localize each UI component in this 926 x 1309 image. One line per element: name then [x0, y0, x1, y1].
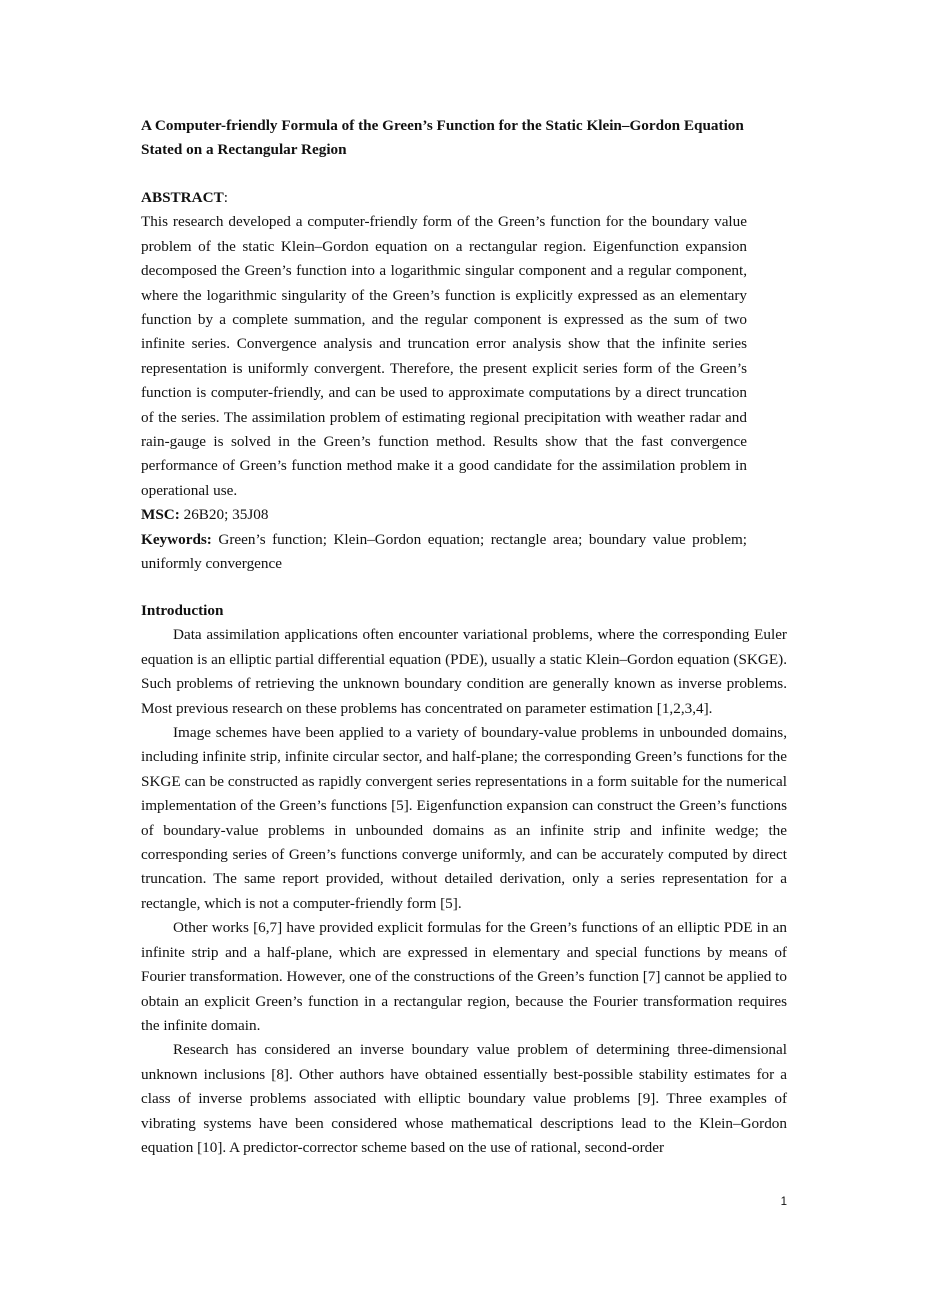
- introduction-section: [141, 599, 787, 1160]
- paper-title: A Computer-friendly Formula of the Green’s Function for the Static Klein–Gordon Equation Stated on a Rectangular Region: [141, 117, 744, 159]
- abstract-colon: :: [223, 189, 228, 206]
- abstract-text: This research developed a computer-friendly form of the Green’s function for the boundary value problem of the static Klein–Gordon equation on a rectangular region. Eigenfunction expansion decomposed the Green’s function into a logarithmic singular component and a regular component, where the logarithmic singularity of the Green’s function is explicitly expressed as an elementary function by a complete summation, and the regular component is expressed as the sum of two infinite series. Convergence analysis and truncation error analysis show that the infinite series representation is uniformly convergent. Therefore, the present explicit series form of the Green’s function is computer-friendly, and can be used to approximate computations by a direct truncation of the series. The assimilation problem of estimating regional precipitation with weather radar and rain-gauge is solved in the Green’s function method. Results show that the fast convergence performance of Green’s function method make it a good candidate for the assimilation problem in operational use.: [141, 213, 747, 499]
- msc-line: [141, 503, 747, 527]
- abstract-section: [141, 186, 747, 577]
- intro-paragraph: Data assimilation applications often encounter variational problems, where the corresponding Euler equation is an elliptic partial differential equation (PDE), usually a static Klein–Gordon equation (SKGE). Such problems of retrieving the unknown boundary condition are generally known as inverse problems. Most previous research on these problems has concentrated on parameter estimation [1,2,3,4].: [141, 626, 787, 717]
- introduction-heading: Introduction: [141, 602, 224, 619]
- page-number: 1: [780, 1196, 787, 1208]
- intro-paragraph: Other works [6,7] have provided explicit formulas for the Green’s functions of an elliptic PDE in an infinite strip and a half-plane, which are expressed in elementary and special functions by means of Fourier transformation. However, one of the constructions of the Green’s function [7] cannot be applied to obtain an explicit Green’s function in a rectangular region, because the Fourier transformation requires the infinite domain.: [141, 919, 787, 1034]
- msc-label: MSC:: [141, 506, 180, 524]
- msc-value: 26B20; 35J08: [179, 506, 269, 524]
- intro-paragraph: Research has considered an inverse boundary value problem of determining three-dimensional unknown inclusions [8]. Other authors have obtained essentially best-possible stability estimates for a class of inverse problems associated with elliptic boundary value problems [9]. Three examples of vibrating systems have been considered whose mathematical descriptions lead to the Klein–Gordon equation [10]. A predictor-corrector scheme based on the use of rational, second-order: [141, 1041, 787, 1156]
- keywords-line: [141, 528, 747, 577]
- abstract-heading: [141, 186, 747, 210]
- intro-paragraph: Image schemes have been applied to a variety of boundary-value problems in unbounded domains, including infinite strip, infinite circular sector, and half-plane; the corresponding Green’s functions for the SKGE can be constructed as rapidly convergent series representations in a form suitable for the numerical implementation of the Green’s functions [5]. Eigenfunction expansion can construct the Green’s functions of boundary-value problems in unbounded domains as an infinite strip and infinite wedge; the corresponding series of Green’s functions converge uniformly, and can be accurately computed by direct truncation. The same report provided, without detailed derivation, only a series representation for a rectangle, which is not a computer-friendly form [5].: [141, 724, 787, 912]
- keywords-value: Green’s function; Klein–Gordon equation; rectangle area; boundary value problem; uniformly convergence: [141, 530, 747, 573]
- keywords-label: Keywords:: [141, 530, 212, 548]
- abstract-label: ABSTRACT: [141, 189, 224, 206]
